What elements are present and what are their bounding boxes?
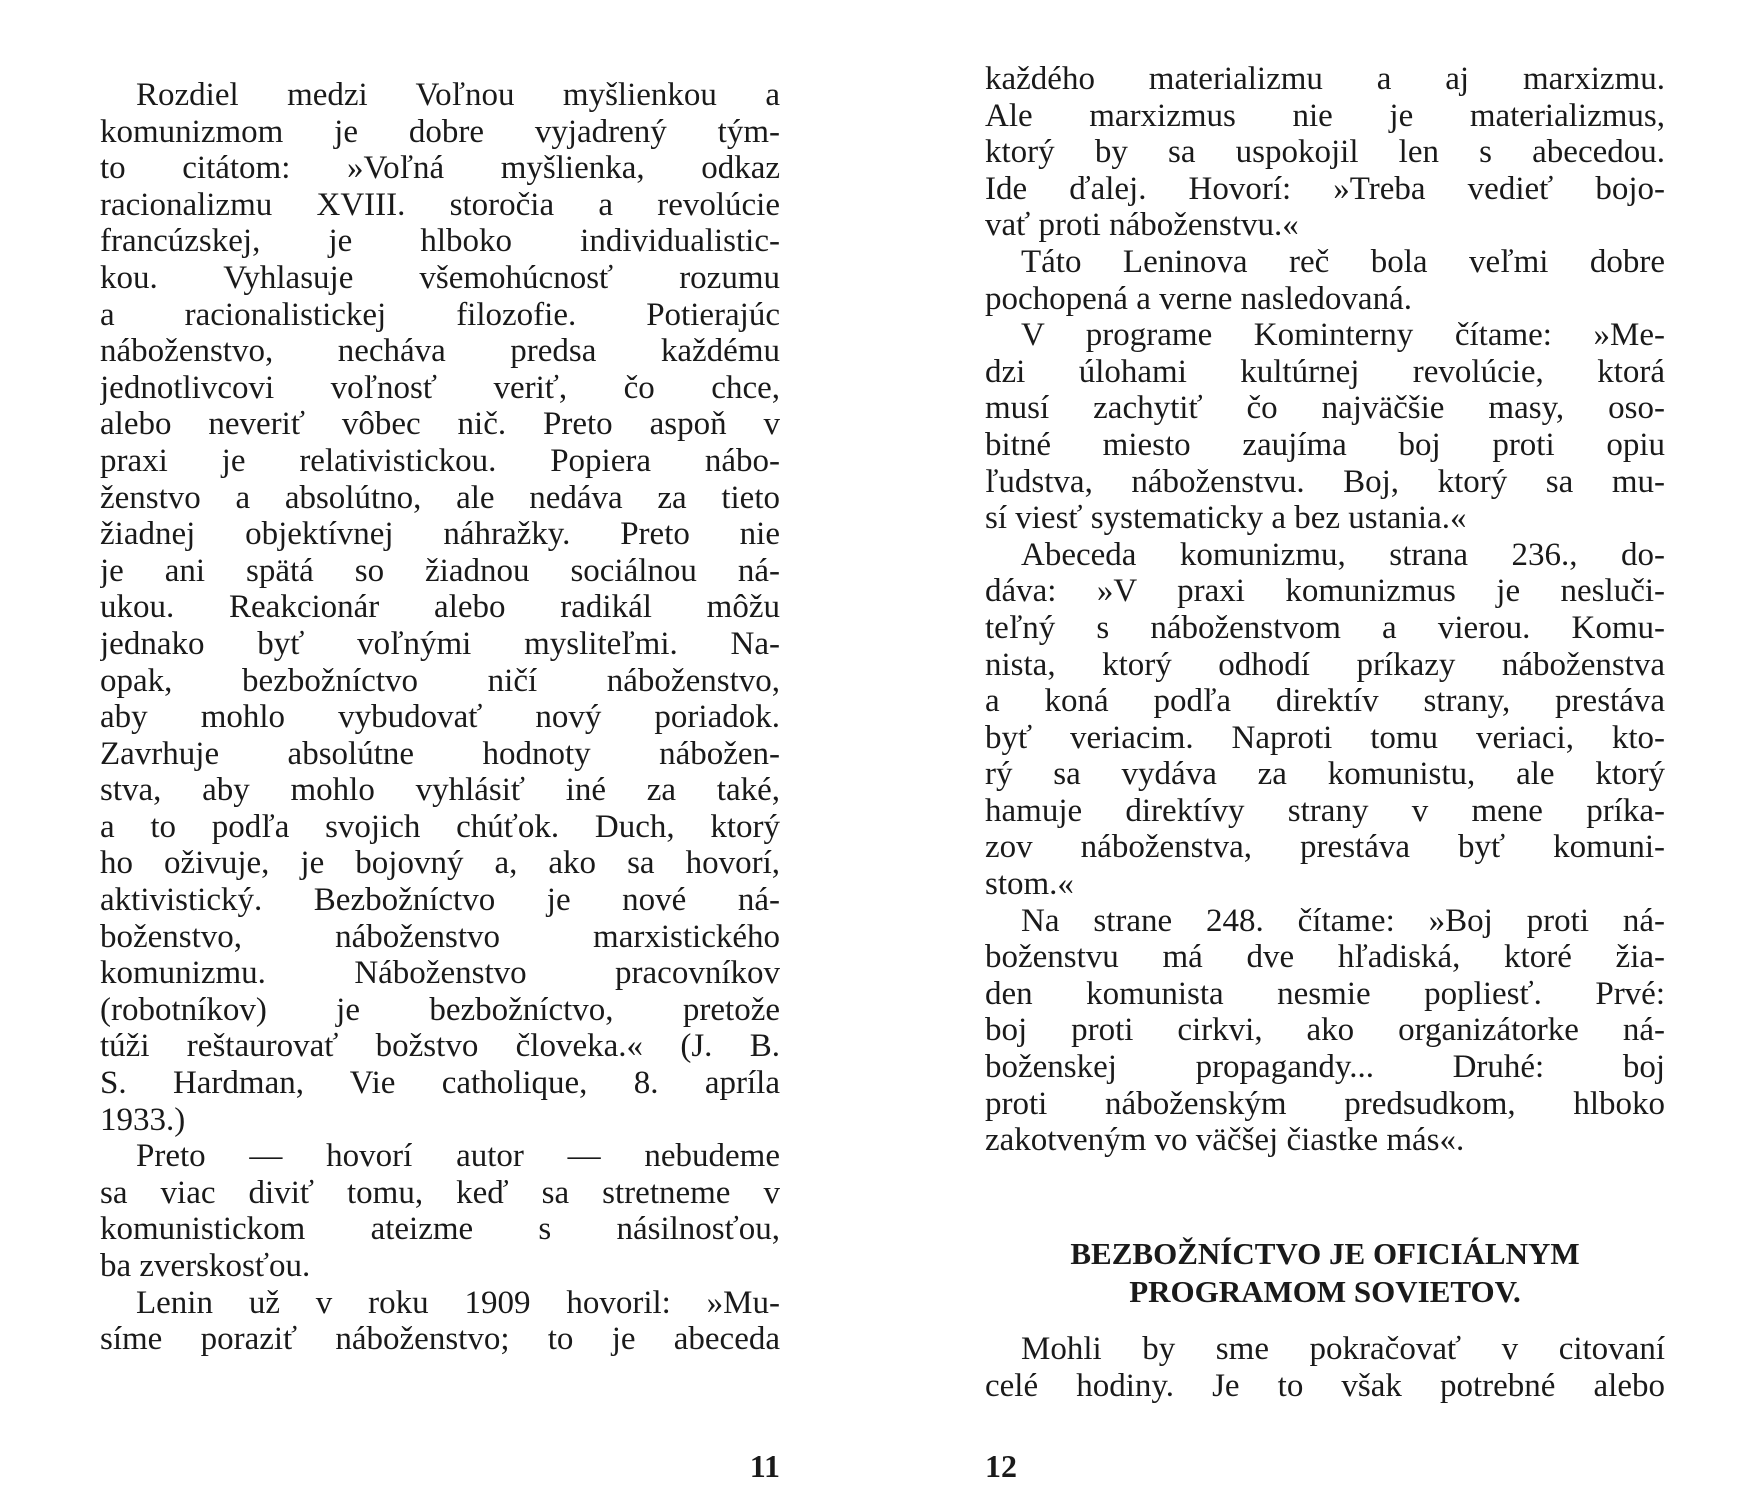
text-line: zakotveným vo väčšej čiastke más«. (985, 1122, 1465, 1159)
text-line: stom.« (985, 866, 1074, 903)
text-line: boženstvu má dve hľadiská, ktoré žia- (985, 939, 1665, 976)
text-line: aktivistický. Bezbožníctvo je nové ná- (100, 882, 780, 919)
text-line: pochopená a verne nasledovaná. (985, 280, 1412, 317)
text-line: Preto — hovorí autor — nebudeme (136, 1138, 780, 1175)
text-line: zov náboženstva, prestáva byť komuni- (985, 829, 1665, 866)
text-line: racionalizmu XVIII. storočia a revolúcie (100, 186, 780, 223)
text-line: Zavrhuje absolútne hodnoty nábožen- (100, 735, 780, 772)
text-line: boj proti cirkvi, ako organizátorke ná- (985, 1012, 1665, 1049)
text-line: ho oživuje, je bojovný a, ako sa hovorí, (100, 845, 780, 882)
text-line: (robotníkov) je bezbožníctvo, pretože (100, 991, 780, 1028)
text-line: V programe Kominterny čítame: »Me- (1021, 317, 1665, 354)
right-page (985, 0, 1665, 1500)
text-line: ľudstva, náboženstvu. Boj, ktorý sa mu- (985, 463, 1665, 500)
section-heading-line-2: PROGRAMOM SOVIETOV. (1129, 1274, 1521, 1309)
text-line: jednako byť voľnými mysliteľmi. Na- (100, 625, 780, 662)
text-line: 1933.) (100, 1101, 186, 1138)
left-page-text (100, 77, 780, 1358)
text-line: praxi je relativistickou. Popiera nábo- (100, 442, 780, 479)
text-line: jednotlivcovi voľnosť veriť, čo chce, (100, 369, 780, 406)
text-line: stva, aby mohlo vyhlásiť iné za také, (100, 772, 780, 809)
text-line: síme poraziť náboženstvo; to je abeceda (100, 1321, 780, 1358)
text-line: ženstvo a absolútno, ale nedáva za tieto (100, 479, 780, 516)
text-line: je ani spätá so žiadnou sociálnou ná- (100, 552, 780, 589)
text-line: komunistickom ateizme s násilnosťou, (100, 1211, 780, 1248)
text-line: sa viac diviť tomu, keď sa stretneme v (100, 1174, 780, 1211)
text-line: Ide ďalej. Hovorí: »Treba vedieť bojo- (985, 170, 1665, 207)
text-line: to citátom: »Voľná myšlienka, odkaz (100, 150, 780, 187)
text-line: aby mohlo vybudovať nový poriadok. (100, 699, 780, 736)
text-line: a racionalistickej filozofie. Potierajúc (100, 296, 780, 333)
section-heading (985, 1235, 1665, 1311)
text-line: každého materializmu a aj marxizmu. (985, 61, 1665, 97)
text-line: komunizmu. Náboženstvo pracovníkov (100, 955, 780, 992)
text-line: a koná podľa direktív strany, prestáva (985, 683, 1665, 720)
text-line: byť veriacim. Naproti tomu veriaci, kto- (985, 719, 1665, 756)
text-line: ukou. Reakcionár alebo radikál môžu (100, 589, 780, 626)
text-line: Na strane 248. čítame: »Boj proti ná- (1021, 902, 1665, 939)
text-line: túži reštaurovať božstvo človeka.« (J. B. (100, 1028, 780, 1065)
text-line: celé hodiny. Je to však potrebné alebo (985, 1367, 1665, 1404)
text-line: kou. Vyhlasuje všemohúcnosť rozumu (100, 259, 780, 296)
text-line: ba zverskosťou. (100, 1248, 311, 1284)
text-line: náboženstvo, necháva predsa každému (100, 333, 780, 370)
text-line: žiadnej objektívnej náhražky. Preto nie (100, 516, 780, 553)
text-line: Abeceda komunizmu, strana 236., do- (1021, 536, 1665, 573)
text-line: musí zachytiť čo najväčšie masy, oso- (985, 390, 1665, 427)
text-line: vať proti náboženstvu.« (985, 207, 1299, 244)
section-heading-line-1: BEZBOŽNÍCTVO JE OFICIÁLNYM (1070, 1236, 1580, 1271)
text-line: Ale marxizmus nie je materializmus, (985, 97, 1665, 134)
text-line: dzi úlohami kultúrnej revolúcie, ktorá (985, 353, 1665, 390)
text-line: alebo neveriť vôbec nič. Preto aspoň v (100, 406, 780, 443)
text-line: Táto Leninova reč bola veľmi dobre (1021, 243, 1665, 280)
text-line: a to podľa svojich chúťok. Duch, ktorý (100, 808, 780, 845)
text-line: sí viesť systematicky a bez ustania.« (985, 500, 1467, 537)
page-number-right: 12 (985, 1448, 1017, 1484)
text-line: rý sa vydáva za komunistu, ale ktorý (985, 756, 1665, 793)
text-line: ktorý by sa uspokojil len s abecedou. (985, 134, 1665, 171)
left-page (100, 0, 780, 1500)
text-line: Rozdiel medzi Voľnou myšlienkou a (136, 77, 780, 113)
text-line: boženskej propagandy... Druhé: boj (985, 1049, 1665, 1086)
text-line: proti náboženským predsudkom, hlboko (985, 1085, 1665, 1122)
text-line: den komunista nesmie popliesť. Prvé: (985, 975, 1665, 1012)
text-line: nista, ktorý odhodí príkazy náboženstva (985, 646, 1665, 683)
text-line: teľný s náboženstvom a vierou. Komu- (985, 609, 1665, 646)
text-line: S. Hardman, Vie catholique, 8. apríla (100, 1065, 780, 1102)
text-line: Mohli by sme pokračovať v citovaní (1021, 1331, 1665, 1367)
text-line: dáva: »V praxi komunizmus je nesluči- (985, 573, 1665, 610)
section-text (985, 1331, 1665, 1404)
text-line: francúzskej, je hlboko individualistic- (100, 223, 780, 260)
text-line: hamuje direktívy strany v mene príka- (985, 792, 1665, 829)
page-number-left: 11 (749, 1448, 780, 1484)
text-line: boženstvo, náboženstvo marxistického (100, 918, 780, 955)
text-line: bitné miesto zaujíma boj proti opiu (985, 426, 1665, 463)
text-line: opak, bezbožníctvo ničí náboženstvo, (100, 662, 780, 699)
text-line: Lenin už v roku 1909 hovoril: »Mu- (136, 1284, 780, 1321)
right-page-text (985, 61, 1665, 1159)
text-line: komunizmom je dobre vyjadrený tým- (100, 113, 780, 150)
